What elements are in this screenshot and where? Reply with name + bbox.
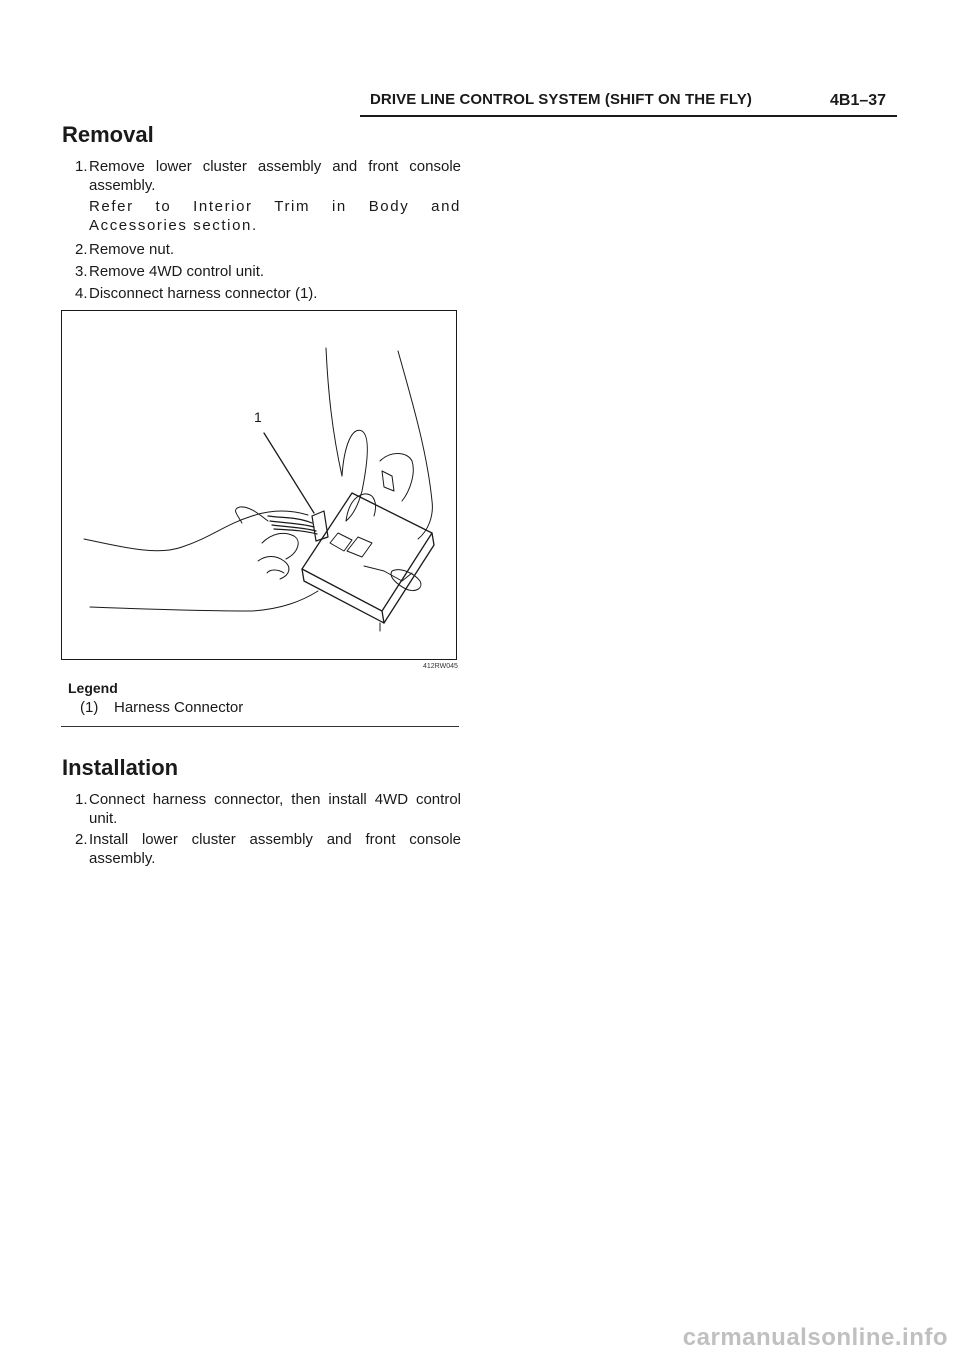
step-number: 2. [75,241,88,258]
legend-divider [61,726,459,727]
step-text: Remove lower cluster assembly and front console assembly. [89,158,461,194]
step-number: 1. [75,791,88,808]
installation-heading: Installation [62,755,179,780]
section-header-title: DRIVE LINE CONTROL SYSTEM (SHIFT ON THE FLY) [370,91,752,108]
step-text: Refer to Interior Trim in Body and Accessories section. [89,198,461,234]
page-number: 4B1–37 [830,92,887,109]
removal-step-1 [75,157,461,195]
removal-heading: Removal [62,122,154,147]
illustration-frame [61,310,457,660]
callout-label: 1 [254,409,262,425]
step-text: Connect harness connector, then install 4WD control unit. [89,791,461,827]
step-text: Disconnect harness connector (1). [89,285,318,302]
installation-step-1 [75,790,461,828]
legend-item-text: Harness Connector [114,699,244,716]
step-number: 4. [75,285,88,302]
removal-step-2 [75,240,461,259]
step-number: 2. [75,831,88,848]
legend-item-number: (1) [80,699,99,716]
step-number: 3. [75,263,88,280]
watermark: carmanualsonline.info [682,1324,948,1351]
step-text: Remove nut. [89,241,175,258]
header-divider [360,115,897,117]
step-text: Install lower cluster assembly and front console assembly. [89,831,461,867]
control-unit-illustration [62,311,458,661]
figure-code: 412RW045 [423,663,458,670]
removal-step-1-note [75,197,461,235]
installation-step-2 [75,830,461,868]
removal-step-3 [75,262,461,281]
step-number: 1. [75,158,88,175]
step-text: Remove 4WD control unit. [89,263,265,280]
removal-step-4 [75,284,461,303]
legend-title: Legend [68,680,118,696]
